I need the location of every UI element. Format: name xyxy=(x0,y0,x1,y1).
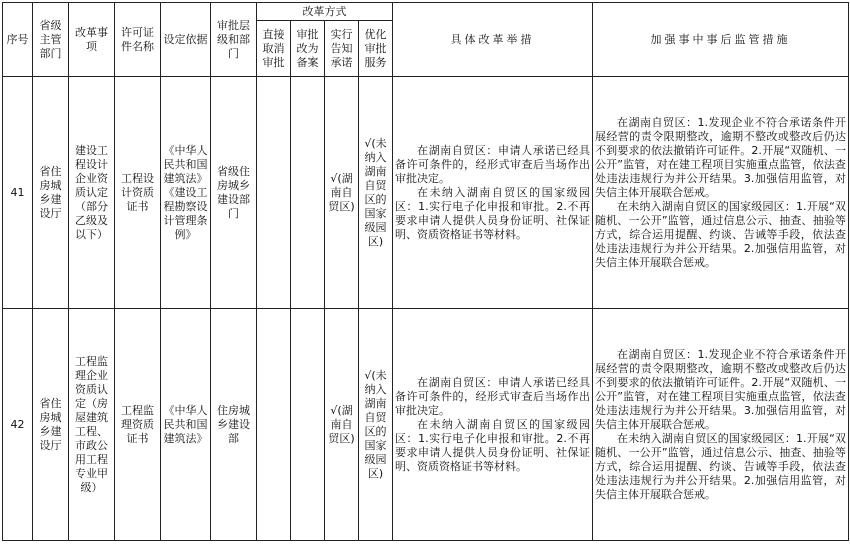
cell-optimize: √(未纳入湖南自贸区的国家级园区) xyxy=(359,77,393,309)
header-item: 改革事项 xyxy=(69,3,115,77)
supervision-paragraph: 在湖南自贸区：1.发现企业不符合承诺条件开展经营的责令限期整改，逾期不整改或整改后仍达不到要求的依法撤销许可证件。2.开展“双随机、一公开”监管，对在建工程项目实施重点监管，依法查处违法违规行为并公开结果。3.加强信用监管，对失信主体开展联合惩戒。 xyxy=(595,115,846,199)
supervision-paragraph: 在未纳入湖南自贸区的国家级园区：1.开展“双随机、一公开”监管，通过信息公示、抽查、抽验等方式，综合运用提醒、约谈、告诫等手段，依法查处违法违规行为并公开结果。2.加强信用监管，对失信主体开展联合惩戒。 xyxy=(595,199,846,269)
cell-optimize: √(未纳入湖南自贸区的国家级园区) xyxy=(359,309,393,541)
header-record: 审批改为备案 xyxy=(291,21,325,77)
cell-dept: 省住房城乡建设厅 xyxy=(33,309,69,541)
cell-level: 省级住房城乡建设部门 xyxy=(211,77,257,309)
cell-measures xyxy=(393,309,593,541)
header-notify: 实行告知承诺 xyxy=(325,21,359,77)
cell-seq: 41 xyxy=(3,77,33,309)
measure-paragraph: 在未纳入湖南自贸区的国家级园区：1.实行电子化申报和审批。2.不再要求申请人提供人员身份证明、社保证明、资质资格证书等材料。 xyxy=(395,185,590,241)
measure-paragraph: 在湖南自贸区：申请人承诺已经具备许可条件的，经形式审查后当场作出审批决定。 xyxy=(395,375,590,417)
measure-paragraph: 在湖南自贸区：申请人承诺已经具备许可条件的，经形式审查后当场作出审批决定。 xyxy=(395,143,590,185)
cell-license: 工程设计资质证书 xyxy=(115,77,161,309)
header-basis: 设定依据 xyxy=(161,3,211,77)
header-license: 许可证件名称 xyxy=(115,3,161,77)
cell-seq: 42 xyxy=(3,309,33,541)
cell-license: 工程监理资质证书 xyxy=(115,309,161,541)
header-optimize: 优化审批服务 xyxy=(359,21,393,77)
cell-notify: √(湖南自贸区) xyxy=(325,77,359,309)
cell-record xyxy=(291,309,325,541)
cell-item: 工程监理企业资质认定（房屋建筑工程、市政公用工程专业甲级） xyxy=(69,309,115,541)
cell-notify: √(湖南自贸区) xyxy=(325,309,359,541)
reform-table xyxy=(2,2,849,541)
header-measures: 具体改革举措 xyxy=(393,3,593,77)
cell-cancel xyxy=(257,309,291,541)
cell-basis: 《中华人民共和国建筑法》 xyxy=(161,309,211,541)
cell-level: 住房城乡建设部 xyxy=(211,309,257,541)
cell-dept: 省住房城乡建设厅 xyxy=(33,77,69,309)
header-level: 审批层级和部门 xyxy=(211,3,257,77)
header-reform-way: 改革方式 xyxy=(257,3,393,21)
supervision-paragraph: 在湖南自贸区：1.发现企业不符合承诺条件开展经营的责令限期整改，逾期不整改或整改后仍达不到要求的依法撤销许可证件。2.开展“双随机、一公开”监管，对在建工程项目实施重点监管，依法查处违法违规行为并公开结果。3.加强信用监管，对失信主体开展联合惩戒。 xyxy=(595,347,846,431)
supervision-paragraph: 在未纳入湖南自贸区的国家级园区：1.开展“双随机、一公开”监管，通过信息公示、抽查、抽验等方式，综合运用提醒、约谈、告诫等手段，依法查处违法违规行为并公开结果。2.加强信用监管，对失信主体开展联合惩戒。 xyxy=(595,431,846,501)
table-row xyxy=(3,77,849,309)
table-row xyxy=(3,309,849,541)
header-seq: 序号 xyxy=(3,3,33,77)
header-dept: 省级主管部门 xyxy=(33,3,69,77)
header-cancel: 直接取消审批 xyxy=(257,21,291,77)
cell-record xyxy=(291,77,325,309)
cell-supervision xyxy=(593,309,849,541)
cell-supervision xyxy=(593,77,849,309)
cell-measures xyxy=(393,77,593,309)
cell-cancel xyxy=(257,77,291,309)
cell-basis: 《中华人民共和国建筑法》《建设工程勘察设计管理条例》 xyxy=(161,77,211,309)
header-supervision: 加强事中事后监管措施 xyxy=(593,3,849,77)
measure-paragraph: 在未纳入湖南自贸区的国家级园区：1.实行电子化申报和审批。2.不再要求申请人提供人员身份证明、社保证明、资质资格证书等材料。 xyxy=(395,417,590,473)
cell-item: 建设工程设计企业资质认定（部分乙级及以下） xyxy=(69,77,115,309)
